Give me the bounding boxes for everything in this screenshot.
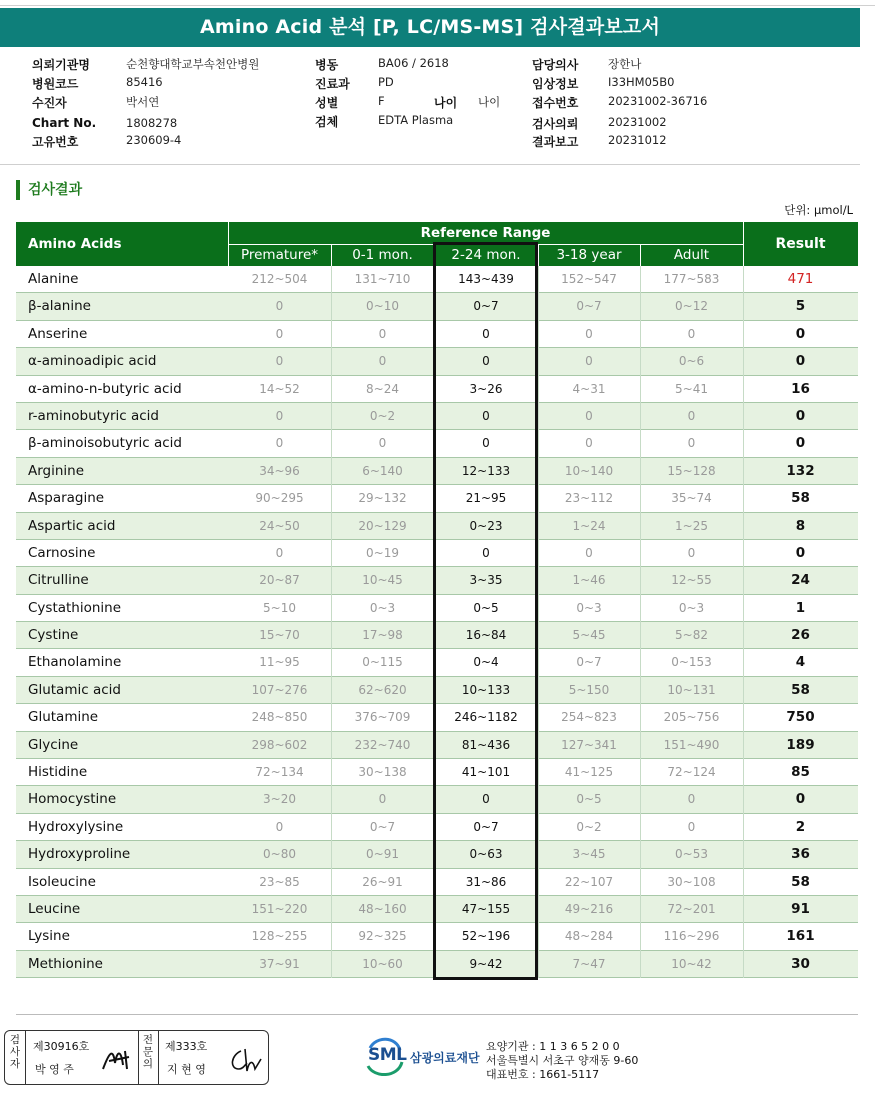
amino-acid-name: α-amino-n-butyric acid: [28, 380, 182, 397]
reference-range-cell: 10~133: [461, 682, 511, 697]
table-row: [16, 266, 858, 293]
reference-range-cell: 0: [275, 436, 284, 451]
reference-range-cell: 23~85: [259, 874, 300, 889]
amino-acid-name: Histidine: [28, 764, 88, 781]
reference-range-cell: 23~112: [564, 491, 614, 506]
table-row: [16, 430, 858, 457]
reference-range-cell: 107~276: [251, 682, 308, 697]
amino-acid-name: Cystathionine: [28, 599, 122, 616]
reference-range-cell: 0~19: [366, 545, 399, 560]
reference-range-cell: 7~47: [572, 956, 606, 971]
table-row: [16, 649, 858, 676]
institution-value: 순천향대학교부속천안병원: [126, 57, 260, 71]
dept-value: PD: [378, 75, 394, 89]
amino-acid-name: α-aminoadipic acid: [28, 353, 157, 370]
reference-range-cell: 30~138: [358, 765, 407, 780]
reference-range-cell: 0~12: [675, 299, 708, 314]
reference-range-cell: 0~6: [678, 354, 705, 369]
receipt-label: 접수번호: [532, 96, 579, 110]
reference-range-cell: 151~220: [251, 901, 308, 916]
reference-range-cell: 41~125: [564, 765, 614, 780]
amino-acids-header: Amino Acids: [28, 236, 122, 252]
specimen-value: EDTA Plasma: [378, 113, 454, 127]
reference-range-cell: 5~41: [675, 381, 708, 396]
reference-range-cell: 34~96: [259, 463, 300, 478]
reference-range-cell: 0~153: [671, 655, 712, 670]
clinical-label: 임상정보: [532, 77, 579, 91]
result-value: 471: [787, 271, 814, 287]
reference-range-cell: 0: [687, 436, 696, 451]
reference-range-cell: 0~7: [576, 655, 602, 670]
table-row: [16, 485, 858, 512]
sex-label: 성별: [315, 96, 339, 110]
age-value: 나이: [478, 95, 501, 109]
table-row: [16, 348, 858, 375]
result-value: 132: [786, 462, 815, 479]
age-label: 나이: [434, 96, 458, 110]
reference-range-cell: 0~7: [576, 299, 602, 314]
ward-value: BA06 / 2618: [378, 56, 449, 70]
reference-range-cell: 131~710: [354, 272, 411, 286]
reference-range-cell: 246~1182: [454, 710, 518, 725]
reference-range-cell: 1~25: [675, 518, 708, 533]
reference-range-cell: 0: [482, 354, 490, 369]
hospital-code-value: 85416: [126, 75, 163, 89]
reference-range-cell: 205~756: [663, 710, 720, 725]
result-value: 58: [791, 681, 810, 698]
reference-range-cell: 0~53: [675, 847, 708, 862]
table-row: [16, 622, 858, 649]
reference-range-cell: 128~255: [251, 929, 308, 944]
reference-range-cell: 62~620: [358, 682, 407, 697]
report-date-label: 결과보고: [532, 135, 579, 149]
reference-range-cell: 26~91: [362, 874, 403, 889]
inspector-number: 제30916호: [33, 1040, 90, 1053]
result-value: 58: [791, 490, 810, 507]
request-label: 검사의뢰: [532, 117, 579, 131]
table-header: [16, 222, 858, 266]
ward-label: 병동: [315, 58, 339, 72]
inspector-label: 검 사 자: [9, 1034, 21, 1070]
amino-acid-name: β-aminoisobutyric acid: [28, 435, 182, 452]
reference-range-header: Reference Range: [420, 225, 551, 241]
result-value: 85: [791, 764, 810, 781]
specimen-label: 검체: [315, 115, 339, 129]
reference-range-cell: 0~3: [576, 600, 602, 615]
reference-range-cell: 0~5: [473, 600, 499, 615]
reference-range-cell: 0: [687, 408, 696, 423]
reference-range-cell: 41~101: [461, 765, 511, 780]
amino-acid-name: Anserine: [28, 325, 88, 342]
table-row: [16, 841, 858, 868]
reference-range-cell: 0: [585, 545, 593, 560]
doctor-label: 담당의사: [532, 58, 579, 72]
reference-range-cell: 30~108: [667, 874, 716, 889]
reference-range-cell: 0: [687, 792, 696, 807]
unique-value: 230609-4: [126, 133, 182, 147]
amino-acid-name: Leucine: [28, 900, 81, 917]
amino-acid-name: Hydroxyproline: [28, 846, 131, 863]
reference-range-cell: 298~602: [251, 737, 308, 752]
amino-acid-name: Isoleucine: [28, 873, 96, 890]
sml-logo-text: SML: [368, 1045, 407, 1065]
table-row: [16, 869, 858, 896]
result-value: 750: [786, 709, 815, 726]
reference-range-cell: 12~133: [461, 463, 511, 478]
subheader-premature: Premature*: [240, 247, 319, 263]
reference-range-cell: 0: [585, 408, 593, 423]
reference-range-cell: 0~10: [366, 299, 399, 314]
signature-box: [4, 1030, 269, 1085]
table-row: [16, 595, 858, 622]
amino-acid-name: Asparagine: [28, 490, 105, 507]
result-value: 0: [795, 325, 806, 342]
reference-range-cell: 0: [482, 436, 490, 451]
table-row: [16, 403, 858, 430]
amino-acid-name: Glycine: [28, 736, 79, 753]
amino-acid-name: Lysine: [28, 928, 70, 945]
reference-range-cell: 35~74: [671, 491, 712, 506]
reference-range-cell: 20~129: [358, 518, 407, 533]
inspector-signature-icon: [99, 1043, 135, 1075]
table-row: [16, 923, 858, 950]
specialist-signature-icon: [227, 1045, 263, 1075]
org-info: [486, 1040, 638, 1082]
reference-range-cell: 0: [275, 408, 284, 423]
org-name: 삼광의료재단: [410, 1051, 480, 1065]
amino-acid-name: Arginine: [28, 462, 85, 479]
table-row: [16, 704, 858, 731]
report-date-value: 20231012: [608, 133, 667, 147]
table-row: [16, 540, 858, 567]
result-value: 0: [795, 435, 806, 452]
table-row: [16, 513, 858, 540]
reference-range-cell: 116~296: [663, 929, 720, 944]
table-row: [16, 458, 858, 485]
table-row: [16, 896, 858, 923]
table-row: [16, 814, 858, 841]
reference-range-cell: 10~60: [362, 956, 403, 971]
table-row: [16, 759, 858, 786]
reference-range-cell: 3~26: [469, 381, 503, 396]
unit-label: 단위: μmol/L: [784, 203, 853, 217]
reference-range-cell: 0: [378, 792, 387, 807]
amino-acid-name: Ethanolamine: [28, 654, 122, 671]
reference-range-cell: 143~439: [458, 272, 514, 286]
result-value: 58: [791, 873, 810, 890]
result-value: 189: [786, 736, 815, 753]
result-value: 24: [791, 572, 810, 589]
hospital-code-label: 병원코드: [32, 77, 79, 91]
reference-range-cell: 0: [687, 545, 696, 560]
reference-range-cell: 90~295: [255, 491, 304, 506]
reference-range-cell: 0~4: [473, 655, 499, 670]
reference-range-cell: 72~201: [667, 901, 716, 916]
reference-range-cell: 0~80: [263, 847, 296, 862]
reference-range-cell: 0: [482, 408, 490, 423]
signature-divider: [138, 1031, 139, 1084]
reference-range-cell: 72~124: [667, 765, 716, 780]
reference-range-cell: 9~42: [469, 956, 503, 971]
reference-range-cell: 81~436: [461, 737, 511, 752]
reference-range-cell: 0: [585, 436, 593, 451]
reference-range-cell: 0: [482, 326, 490, 341]
reference-range-cell: 0: [687, 326, 696, 341]
top-rule: [0, 0, 875, 6]
reference-range-cell: 0~23: [469, 518, 503, 533]
patient-label: 수진자: [32, 96, 67, 110]
reference-range-cell: 1~24: [572, 518, 606, 533]
table-row: [16, 951, 858, 978]
result-value: 5: [795, 298, 806, 315]
org-phone: 대표번호 : 1661-5117: [486, 1068, 600, 1081]
amino-acid-name: Carnosine: [28, 544, 96, 561]
result-value: 4: [795, 654, 806, 671]
table-row: [16, 376, 858, 403]
reference-range-cell: 11~95: [259, 655, 300, 670]
reference-range-cell: 47~155: [461, 901, 511, 916]
sex-value: F: [378, 94, 385, 108]
patient-value: 박서연: [126, 95, 160, 109]
reference-range-cell: 0~7: [473, 819, 499, 834]
reference-range-cell: 0~3: [369, 600, 396, 615]
amino-acid-name: β-alanine: [28, 298, 91, 315]
table-row: [16, 293, 858, 320]
result-value: 0: [795, 544, 806, 561]
reference-range-cell: 3~45: [572, 847, 606, 862]
subheader-3-18-year: 3-18 year: [556, 247, 622, 263]
reference-range-cell: 0: [275, 326, 284, 341]
amino-acid-name: Homocystine: [28, 791, 117, 808]
reference-range-cell: 212~504: [251, 272, 308, 286]
table-row: [16, 321, 858, 348]
reference-range-cell: 10~42: [671, 956, 712, 971]
doctor-value: 장한나: [608, 57, 642, 71]
result-value: 30: [791, 955, 810, 972]
reference-range-cell: 376~709: [354, 710, 411, 725]
amino-acid-name: Methionine: [28, 955, 103, 972]
subheader-adult: Adult: [673, 247, 710, 263]
reference-range-cell: 16~84: [465, 628, 507, 643]
reference-range-cell: 0: [275, 299, 284, 314]
report-title: Amino Acid 분석 [P, LC/MS-MS] 검사결과보고서: [0, 8, 860, 47]
reference-range-cell: 29~132: [358, 491, 407, 506]
institution-label: 의뢰기관명: [32, 58, 90, 72]
clinical-value: I33HM05B0: [608, 75, 675, 89]
result-value: 91: [791, 900, 810, 917]
reference-range-cell: 17~98: [362, 628, 403, 643]
amino-acid-name: r-aminobutyric acid: [28, 407, 159, 424]
reference-range-cell: 3~20: [263, 792, 296, 807]
reference-range-cell: 15~128: [667, 463, 716, 478]
reference-range-cell: 21~95: [465, 491, 507, 506]
patient-info: [0, 56, 875, 156]
reference-range-cell: 4~31: [572, 381, 606, 396]
reference-range-cell: 0: [687, 819, 696, 834]
reference-range-cell: 37~91: [259, 956, 300, 971]
specialist-name: 지 현 영: [167, 1063, 206, 1076]
reference-range-cell: 0~91: [366, 847, 399, 862]
reference-range-cell: 5~10: [263, 600, 296, 615]
result-value: 0: [795, 407, 806, 424]
result-value: 26: [791, 627, 810, 644]
result-value: 0: [795, 353, 806, 370]
reference-range-cell: 0: [585, 326, 593, 341]
reference-range-cell: 15~70: [259, 628, 300, 643]
reference-range-cell: 0~115: [362, 655, 403, 670]
reference-range-cell: 0~3: [678, 600, 705, 615]
reference-range-cell: 14~52: [259, 381, 300, 396]
section-title: 검사결과: [16, 180, 82, 200]
unique-label: 고유번호: [32, 135, 79, 149]
reference-range-cell: 20~87: [259, 573, 300, 588]
reference-range-cell: 0~5: [576, 792, 602, 807]
amino-acid-name: Cystine: [28, 627, 79, 644]
reference-range-cell: 0~7: [369, 819, 396, 834]
reference-range-cell: 49~216: [564, 901, 614, 916]
reference-range-cell: 152~547: [561, 272, 617, 286]
table-row: [16, 732, 858, 759]
org-code: 요양기관 : 1 1 3 6 5 2 0 0: [486, 1040, 620, 1053]
reference-range-cell: 8~24: [366, 381, 399, 396]
reference-range-cell: 0: [275, 819, 284, 834]
reference-range-cell: 3~35: [469, 573, 503, 588]
result-value: 2: [795, 818, 806, 835]
reference-range-cell: 22~107: [564, 874, 614, 889]
result-value: 1: [795, 599, 806, 616]
reference-range-cell: 177~583: [663, 272, 720, 286]
reference-range-cell: 0: [378, 326, 387, 341]
reference-range-cell: 127~341: [561, 737, 617, 752]
reference-range-cell: 5~82: [675, 628, 708, 643]
table-row: [16, 786, 858, 813]
amino-acid-name: Alanine: [28, 271, 79, 287]
reference-range-cell: 0~63: [469, 847, 503, 862]
signature-divider: [25, 1031, 26, 1084]
reference-range-cell: 0~7: [473, 299, 499, 314]
reference-range-cell: 0: [378, 354, 387, 369]
result-value: 0: [795, 791, 806, 808]
reference-range-cell: 92~325: [358, 929, 407, 944]
amino-acid-name: Glutamic acid: [28, 681, 121, 698]
reference-range-cell: 0: [378, 436, 387, 451]
signature-divider: [158, 1031, 159, 1084]
table-body: [16, 266, 858, 978]
reference-range-cell: 0: [275, 545, 284, 560]
reference-range-cell: 24~50: [259, 518, 300, 533]
reference-range-cell: 0: [585, 354, 593, 369]
reference-range-cell: 5~45: [572, 628, 606, 643]
specialist-number: 제333호: [165, 1040, 208, 1053]
result-value: 8: [795, 517, 806, 534]
subheader-0-1-mon: 0-1 mon.: [352, 247, 413, 263]
result-value: 161: [786, 928, 815, 945]
amino-acid-name: Glutamine: [28, 709, 99, 726]
results-table: [16, 222, 858, 978]
reference-range-cell: 0~2: [369, 408, 396, 423]
reference-range-cell: 248~850: [251, 710, 308, 725]
info-divider: [0, 164, 860, 165]
table-row: [16, 567, 858, 594]
subheader-2-24-mon: 2-24 mon.: [451, 247, 521, 263]
reference-range-cell: 6~140: [362, 463, 403, 478]
reference-range-cell: 48~284: [564, 929, 614, 944]
org-address: 서울특별시 서초구 양재동 9-60: [486, 1054, 639, 1067]
dept-label: 진료과: [315, 77, 350, 91]
amino-acid-name: Aspartic acid: [28, 517, 116, 534]
header-divider: [743, 222, 744, 266]
reference-range-cell: 151~490: [663, 737, 720, 752]
reference-range-cell: 10~45: [362, 573, 403, 588]
reference-range-cell: 0: [275, 354, 284, 369]
request-value: 20231002: [608, 115, 667, 129]
amino-acid-name: Hydroxylysine: [28, 818, 124, 835]
result-header: Result: [775, 236, 826, 252]
inspector-name: 박 영 주: [35, 1063, 74, 1076]
reference-range-cell: 232~740: [354, 737, 411, 752]
reference-range-cell: 31~86: [465, 874, 507, 889]
reference-range-cell: 10~140: [564, 463, 614, 478]
reference-range-cell: 0~2: [576, 819, 602, 834]
reference-range-cell: 72~134: [255, 765, 304, 780]
amino-acid-name: Citrulline: [28, 572, 89, 589]
reference-range-cell: 52~196: [461, 929, 511, 944]
reference-range-cell: 0: [482, 792, 490, 807]
chart-label: Chart No.: [32, 116, 97, 130]
result-value: 36: [791, 846, 810, 863]
table-row: [16, 677, 858, 704]
reference-range-cell: 0: [482, 545, 490, 560]
footer-divider: [16, 1014, 858, 1015]
reference-range-cell: 48~160: [358, 901, 407, 916]
specialist-label: 전 문 의: [142, 1034, 154, 1070]
reference-range-cell: 1~46: [572, 573, 606, 588]
receipt-value: 20231002-36716: [608, 94, 708, 108]
result-value: 16: [791, 380, 810, 397]
reference-range-cell: 10~131: [667, 682, 716, 697]
reference-range-cell: 12~55: [671, 573, 712, 588]
reference-range-cell: 5~150: [568, 682, 610, 697]
reference-range-cell: 254~823: [561, 710, 617, 725]
chart-value: 1808278: [126, 116, 178, 130]
